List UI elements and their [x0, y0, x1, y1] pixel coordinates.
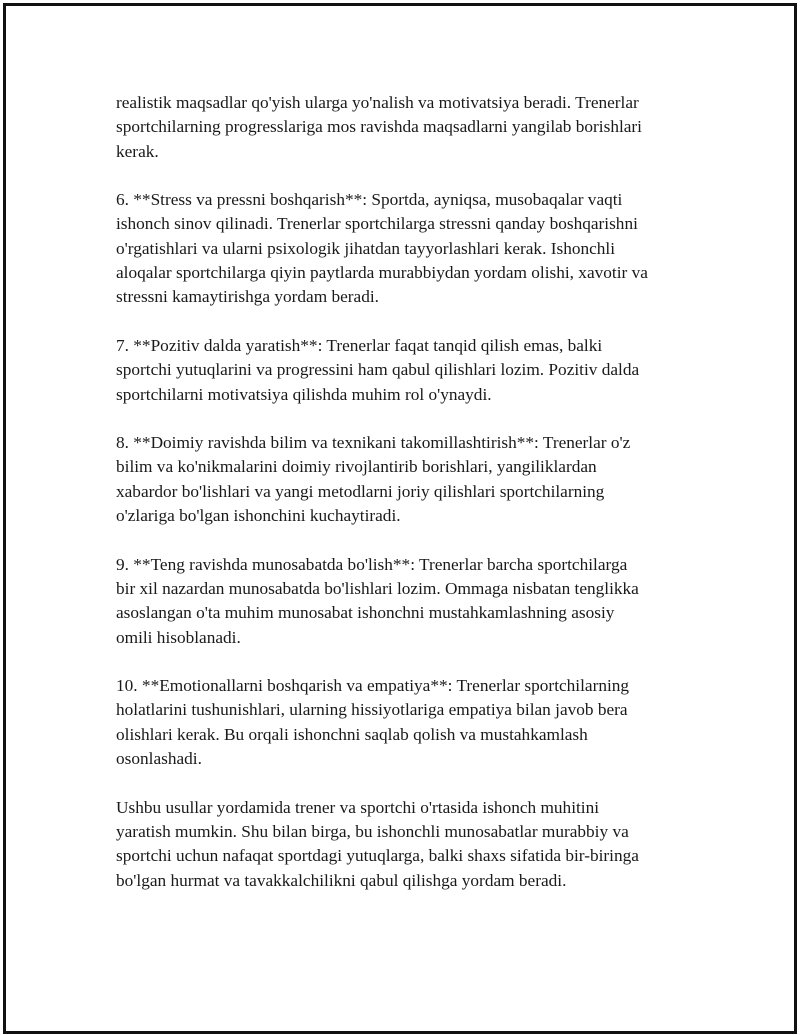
paragraph-item-10-emotions: 10. **Emotionallarni boshqarish va empatiya**: Trenerlar sportchilarning holatlarini tushunishlari, ularning hissiyotlariga empatiya bilan javob bera olishlari kerak. Bu orqali ishonchni saqlab qolish va mustahkamlash osonlashadi.	[116, 676, 630, 769]
document-body	[116, 91, 691, 893]
paragraph-item-9-equality: 9. **Teng ravishda munosabatda bo'lish**: Trenerlar barcha sportchilarga bir xil nazardan munosabatda bo'lishlari lozim. Ommaga nisbatan tenglikka asoslangan o'ta muhim munosabat ishonchni mustahkamlashning asosiy omili hisoblanadi.	[116, 554, 639, 647]
paragraph-item-7-positive: 7. **Pozitiv dalda yaratish**: Trenerlar faqat tanqid qilish emas, balki sportchi yutuqlarini va progressini ham qabul qilishlari lozim. Pozitiv dalda sportchilarni motivatsiya qilishda muhim rol o'ynaydi.	[116, 335, 640, 404]
paragraph-item-8-knowledge: 8. **Doimiy ravishda bilim va texnikani takomillashtirish**: Trenerlar o'z bilim va ko'nikmalarini doimiy rivojlantirib borishlari, yangiliklardan xabardor bo'lishlari va yangi metodlarni joriy qilishlari sportchilarning o'zlariga bo'lgan ishonchini kuchaytiradi.	[116, 433, 631, 526]
paragraph-item-6-stress: 6. **Stress va pressni boshqarish**: Sportda, ayniqsa, musobaqalar vaqti ishonch sinov qilinadi. Trenerlar sportchilarga stressni qanday boshqarishni o'rgatishlari va ularni psixologik jihatdan tayyorlashlari kerak. Ishonchli aloqalar sportchilarga qiyin paytlarda murabbiydan yordam olishi, xavotir va stressni kamaytirishga yordam beradi.	[116, 190, 648, 307]
paragraph-goal-setting-continuation: realistik maqsadlar qo'yish ularga yo'nalish va motivatsiya beradi. Trenerlar sportchilarning progresslariga mos ravishda maqsadlarni yangilab borishlari kerak.	[116, 93, 642, 161]
paragraph-conclusion: Ushbu usullar yordamida trener va sportchi o'rtasida ishonch muhitini yaratish mumkin. Shu bilan birga, bu ishonchli munosabatlar murabbiy va sportchi uchun nafaqat sportdagi yutuqlarga, balki shaxs sifatida bir-biringa bo'lgan hurmat va tavakkalchilikni qabul qilishga yordam beradi.	[116, 797, 639, 890]
